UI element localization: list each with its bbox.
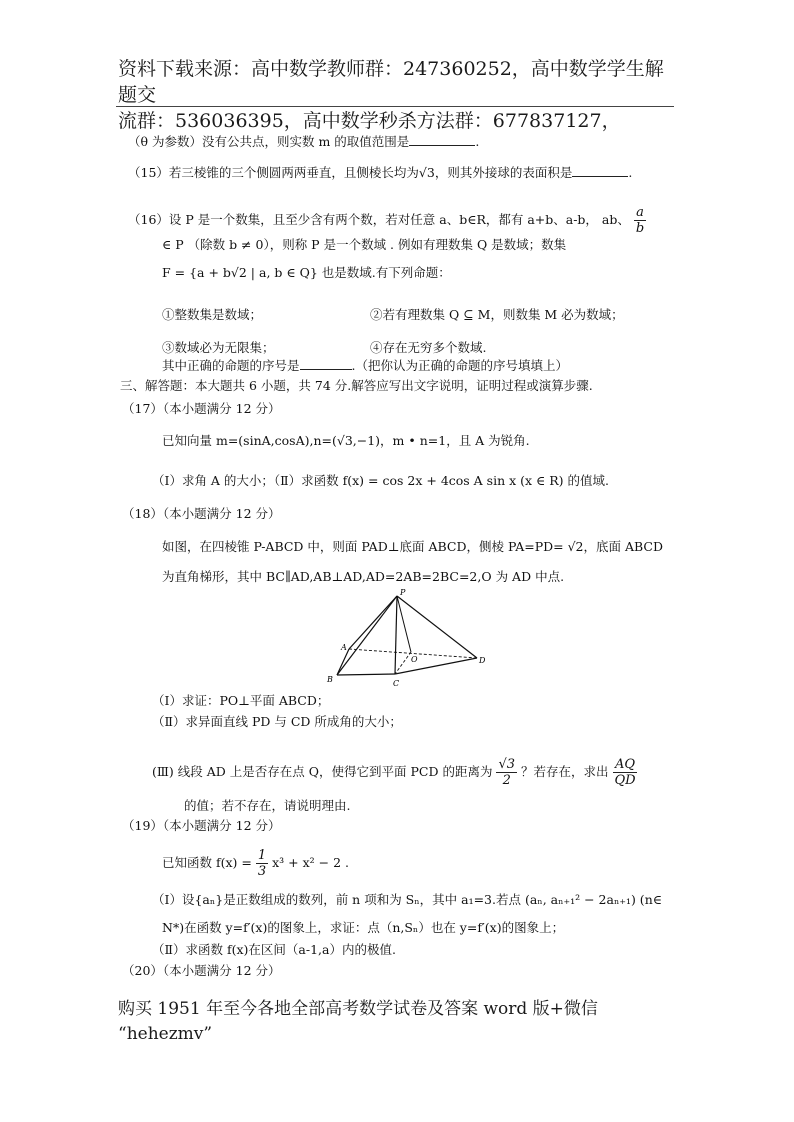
q16-fraction-a-over-b: $\frac{a}{b}$ [635,205,645,236]
q18-part-2: （Ⅱ）求异面直线 PD 与 CD 所成角的大小； [152,714,402,729]
label-A: A [341,643,347,652]
q20-heading: （20）（本小题满分 12 分） [122,963,281,978]
q17-stem: 已知向量 m=(sinA,cosA),n=(√3,−1)，m • n=1，且 A 为锐角. [162,433,530,448]
label-B: B [327,675,333,684]
edge-PO [397,596,411,652]
section-3-title: 三、解答题：本大题共 6 小题，共 74 分.解答应写出文字说明，证明过程或演算步骤. [120,378,593,393]
header-line-1: 资料下载来源：高中数学教师群：247360252，高中数学学生解题交 [118,58,664,106]
pyramid-figure [325,586,515,690]
q16-line-2: ∈ P （除数 b ≠ 0），则称 P 是一个数域 . 例如有理数集 Q 是数域；数集 [162,237,567,252]
q15-text: （15）若三棱锥的三个侧圆两两垂直，且侧棱长均为√3，则其外接球的表面积是 . [128,165,633,180]
q18-fraction-AQ-over-QD: $\frac{AQ}{QD}$ [614,757,636,788]
footer-line-2: “hehezmv” [118,1024,213,1044]
header-line-2: 流群：536036395，高中数学秒杀方法群：677837127， [118,110,621,132]
q19-part-2: （Ⅱ）求函数 f(x)在区间（a-1,a）内的极值. [152,942,396,957]
edge-PD [397,596,477,658]
q19-part-1-line-2: N*)在函数 y=f′(x)的图象上，求证：点（n,Sₙ）也在 y=f′(x)的图象上； [162,920,565,935]
q16-line-3: F = {a + b√2 | a, b ∈ Q} 也是数域.有下列命题： [162,265,451,280]
page-footer [118,997,678,1047]
q15-answer-blank [572,164,628,177]
footer-line-1: 购买 1951 年至今各地全部高考数学试卷及答案 word 版+微信 [118,999,598,1019]
label-D: D [479,656,486,665]
q19-stem: 已知函数 f(x) = $\frac{1}{3}$ x³ + x² − 2 . [162,848,349,879]
q14-text: （θ 为参数）没有公共点，则实数 m 的取值范围是 . [128,134,480,149]
label-P: P [400,588,406,597]
header-divider [116,106,674,107]
edge-PC [395,596,397,674]
q18-heading: （18）（本小题满分 12 分） [122,506,281,521]
label-O: O [411,655,418,664]
q18-part-3: (Ⅲ) 线段 AD 上是否存在点 Q，使得它到平面 PCD 的距离为 $\frac{√3}{2}$ ？若存在，求出 $\frac{AQ}{QD}$ [152,757,636,788]
label-C: C [393,679,400,688]
q18-stem-line-1: 如图，在四棱锥 P-ABCD 中，则面 PAD⊥底面 ABCD，侧棱 PA=PD= √2，底面 ABCD [162,539,664,554]
edge-OC-hidden [395,652,411,674]
q17-heading: （17）（本小题满分 12 分） [122,401,281,416]
q18-fraction-root3-over-2: $\frac{√3}{2}$ [498,757,515,788]
q17-parts: （Ⅰ）求角 A 的大小；（Ⅱ）求函数 f(x) = cos 2x + 4cos A sin x (x ∈ R) 的值域. [152,473,610,488]
q18-part-1: （Ⅰ）求证：PO⊥平面 ABCD； [152,693,330,708]
q19-fraction-one-third: $\frac{1}{3}$ [257,848,267,879]
q14-answer-blank [409,133,475,146]
q19-part-1-line-1: （Ⅰ）设{aₙ}是正数组成的数列，前 n 项和为 Sₙ，其中 a₁=3.若点 (aₙ, aₙ₊₁² − 2aₙ₊₁) (n∈ [152,892,662,907]
q18-part-3-cont: 的值；若不存在，请说明理由. [184,798,351,813]
edge-BC [337,674,395,675]
page-header [118,56,678,134]
q16-answer-blank [300,357,352,370]
edge-CD [395,658,477,674]
edge-PA [349,596,397,649]
q16-line-1: （16）设 P 是一个数集，且至少含有两个数，若对任意 a、b∈R，都有 a+b、a-b， ab、 $\frac{a}{b}$ [128,205,645,236]
q16-option-1: ①整数集是数域； [162,307,263,322]
q16-option-3: ③数域必为无限集； [162,340,275,355]
q16-option-2: ②若有理数集 Q ⊆ M，则数集 M 必为数域； [370,307,624,322]
q16-answer-line: 其中正确的命题的序号是 .（把你认为正确的命题的序号填填上） [162,358,568,373]
q19-heading: （19）（本小题满分 12 分） [122,818,281,833]
edge-PB [337,596,397,675]
q18-stem-line-2: 为直角梯形，其中 BC∥AD,AB⊥AD,AD=2AB=2BC=2,O 为 AD 中点. [162,569,565,584]
q16-option-4: ④存在无穷多个数域. [370,340,487,355]
